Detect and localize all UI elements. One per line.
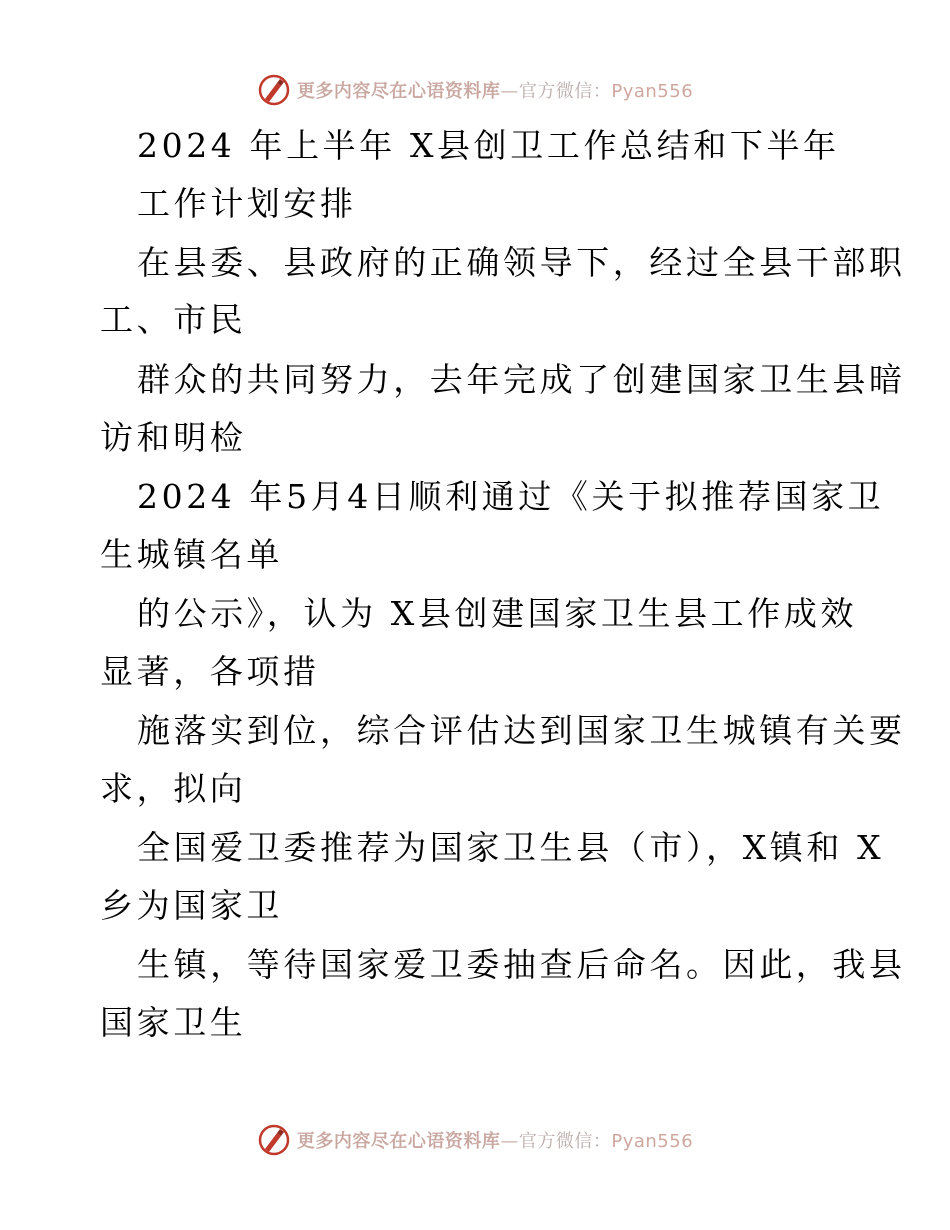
- watermark-brand: 更多内容尽在心语资料库: [296, 1131, 501, 1152]
- paragraph-line: 求，拟向: [100, 769, 247, 808]
- watermark-dash: —: [500, 1131, 519, 1152]
- paragraph-line: 群众的共同努力，去年完成了创建国家卫生县暗: [137, 360, 906, 399]
- watermark-content: [257, 73, 693, 107]
- paragraph-line: 生镇，等待国家爱卫委抽查后命名。因此，我县: [137, 945, 906, 984]
- paragraph-line: 2024 年5月4日顺利通过《关于拟推荐国家卫: [137, 477, 885, 516]
- paragraph-line: 乡为国家卫: [100, 886, 283, 925]
- paragraph-line: 访和明检: [100, 418, 247, 457]
- paragraph-line: 在县委、县政府的正确领导下，经过全县干部职: [137, 243, 906, 282]
- watermark-text: [297, 77, 693, 103]
- paragraph-line: 工、市民: [100, 300, 247, 339]
- footer-watermark: [0, 1120, 950, 1160]
- watermark-text: [297, 1127, 693, 1153]
- header-watermark: [0, 70, 950, 110]
- pen-logo-icon: [257, 1123, 291, 1157]
- pen-logo-icon: [257, 73, 291, 107]
- watermark-label: 官方微信：: [518, 81, 612, 102]
- watermark-wechat-id: Pyan556: [611, 1131, 694, 1152]
- paragraph-line: 全国爱卫委推荐为国家卫生县（市），X镇和 X: [137, 828, 885, 867]
- watermark-content: [257, 1123, 693, 1157]
- paragraph-line: 显著，各项措: [100, 652, 320, 691]
- paragraph-line: 生城镇名单: [100, 535, 283, 574]
- watermark-dash: —: [500, 81, 519, 102]
- watermark-wechat-id: Pyan556: [611, 81, 694, 102]
- document-title-line-1: 2024 年上半年 X县创卫工作总结和下半年: [137, 126, 840, 165]
- paragraph-line: 施落实到位，综合评估达到国家卫生城镇有关要: [137, 711, 906, 750]
- paragraph-line: 国家卫生: [100, 1003, 247, 1042]
- watermark-brand: 更多内容尽在心语资料库: [296, 81, 501, 102]
- paragraph-line: 的公示》，认为 X县创建国家卫生县工作成效: [137, 594, 858, 633]
- watermark-label: 官方微信：: [518, 1131, 612, 1152]
- document-title-line-2: 工作计划安排: [137, 184, 357, 223]
